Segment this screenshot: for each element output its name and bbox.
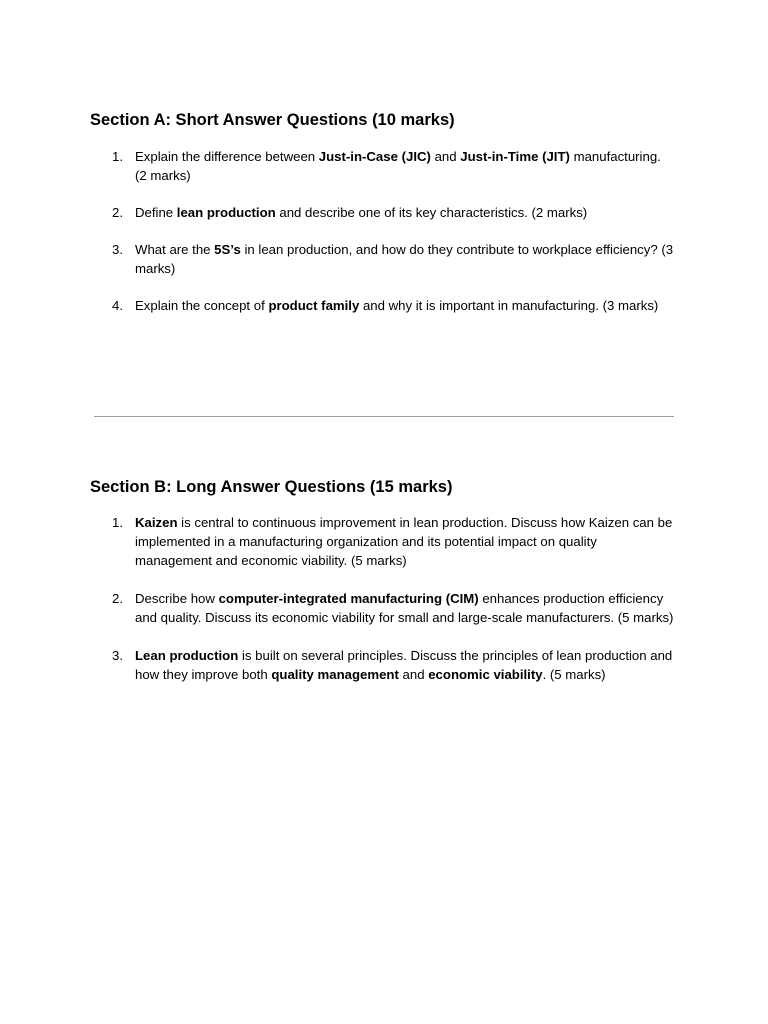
bold-term: product family xyxy=(268,298,360,313)
question-number: 2. xyxy=(112,591,123,606)
section-a-title: Section A: Short Answer Questions (10 marks) xyxy=(90,111,455,129)
bold-term: lean production xyxy=(176,205,276,220)
section-a-question-list xyxy=(0,147,768,333)
question-item xyxy=(0,203,675,222)
question-text-run: is central to continuous improvement in lean production. Discuss how Kaizen can be implemented in a manufacturing organization and its potential impact on quality management and economic viability. (5 marks) xyxy=(135,515,673,568)
question-text-run: manufacturing. (2 marks) xyxy=(135,149,661,183)
question-text-run: Explain the difference between xyxy=(135,149,319,164)
section-divider xyxy=(94,416,674,417)
question-item xyxy=(0,296,675,315)
question-text xyxy=(135,298,658,313)
question-text-run: and why it is important in manufacturing. (3 marks) xyxy=(359,298,659,313)
question-text xyxy=(135,149,661,183)
question-text-run: enhances production efficiency and quality. Discuss its economic viability for small and large-scale manufacturers. (5 marks) xyxy=(135,591,674,625)
bold-term: economic viability xyxy=(428,667,543,682)
question-text-run: and xyxy=(430,149,461,164)
question-text-run: and xyxy=(398,667,429,682)
question-text-run: Describe how xyxy=(135,591,219,606)
question-number: 1. xyxy=(112,515,123,530)
question-number: 2. xyxy=(112,205,123,220)
question-number: 3. xyxy=(112,648,123,663)
bold-term: Lean production xyxy=(135,648,239,663)
question-text xyxy=(135,515,672,568)
question-item xyxy=(0,646,675,684)
question-text xyxy=(135,648,672,682)
bold-term: computer-integrated manufacturing (CIM) xyxy=(218,591,479,606)
question-text xyxy=(135,242,673,276)
question-item xyxy=(0,147,675,185)
bold-term: Kaizen xyxy=(135,515,178,530)
question-number: 3. xyxy=(112,242,123,257)
bold-term: quality management xyxy=(271,667,399,682)
question-text-run: in lean production, and how do they contribute to workplace efficiency? (3 marks) xyxy=(135,242,674,276)
question-text-run: and describe one of its key characteristics. (2 marks) xyxy=(275,205,588,220)
question-text-run: . (5 marks) xyxy=(542,667,606,682)
question-number: 1. xyxy=(112,149,123,164)
question-item xyxy=(0,513,675,570)
bold-term: 5S’s xyxy=(214,242,241,257)
question-text xyxy=(135,591,673,625)
bold-term: Just-in-Time (JIT) xyxy=(460,149,570,164)
question-text-run: What are the xyxy=(135,242,215,257)
question-text xyxy=(135,205,587,220)
question-text-run: Define xyxy=(135,205,177,220)
section-b-title: Section B: Long Answer Questions (15 marks) xyxy=(90,478,453,496)
question-text-run: is built on several principles. Discuss the principles of lean production and how they improve both xyxy=(135,648,673,682)
question-item xyxy=(0,589,675,627)
section-b-question-list xyxy=(0,513,768,703)
question-text-run: Explain the concept of xyxy=(135,298,269,313)
bold-term: Just-in-Case (JIC) xyxy=(318,149,431,164)
question-item xyxy=(0,240,675,278)
question-number: 4. xyxy=(112,298,123,313)
